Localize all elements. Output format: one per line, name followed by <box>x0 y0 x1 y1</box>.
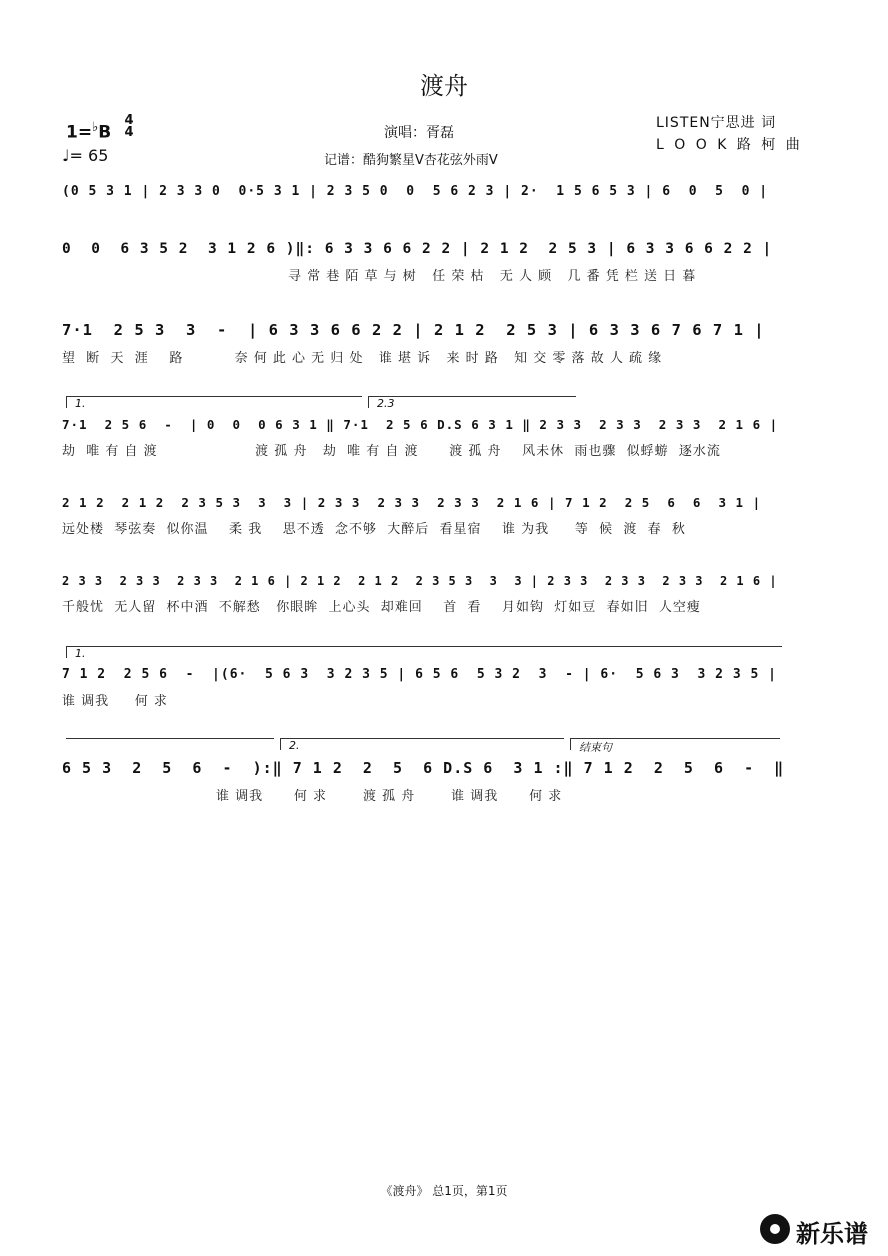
ending-bracket <box>570 738 780 754</box>
score-system-1 <box>62 184 784 199</box>
flat-sign: ♭ <box>92 120 99 135</box>
score-system-7 <box>62 667 784 709</box>
notation-line: 7·1 2 5 3 3 - | 6 3 3 6 6 2 2 | 2 1 2 2 5 3 | 6 3 3 6 7 6 7 1 | <box>62 321 765 339</box>
volta-label: 2. <box>280 738 564 750</box>
lyric-line: 望 断 天 涯 路 奈 何 此 心 无 归 处 谁 堪 诉 来 时 路 知 交 零 落 故 人 疏 缘 <box>62 351 663 366</box>
key-note: B <box>98 122 112 143</box>
time-bottom: 4 <box>124 125 134 140</box>
transcriber-credit: 记谱：酷狗繁星V杏花弦外雨V <box>324 153 498 168</box>
volta-bracket-1 <box>66 396 362 408</box>
lyric-line: 远处楼 琴弦奏 似你温 柔 我 思不透 念不够 大醉后 看星宿 谁 为我 等 候 渡 春 秋 <box>62 522 686 537</box>
notation-line: 7·1 2 5 6 - | 0 0 0 6 3 1 ‖ 7·1 2 5 6 D.S 6 3 1 ‖ 2 3 3 2 3 3 2 3 3 2 1 6 | <box>62 417 779 432</box>
vinyl-disc-icon <box>760 1214 790 1244</box>
volta-label: 2.3 <box>368 396 576 408</box>
lyricist-credit: LISTEN宁思进 词 <box>656 115 777 131</box>
lyric-line: 劫 唯 有 自 渡 渡 孤 舟 劫 唯 有 自 渡 渡 孤 舟 风未休 雨也骤 似蜉蝣 逐水流 <box>62 444 721 459</box>
volta-label: 1. <box>66 646 782 658</box>
score-system-6 <box>62 574 784 615</box>
volta-label: 1. <box>66 396 362 408</box>
volta-bracket-2-3 <box>368 396 576 408</box>
logo-text: 新乐谱 <box>796 1220 868 1248</box>
notation-line: 6 5 3 2 5 6 - ):‖ 7 1 2 2 5 6 D.S 6 3 1 :‖ 7 1 2 2 5 6 - ‖ <box>62 759 785 777</box>
score-system-8 <box>62 759 784 804</box>
score-system-5 <box>62 495 784 537</box>
volta-continuation <box>66 738 274 739</box>
ending-label: 结束句 <box>570 738 780 750</box>
singer-credit: 演唱：胥磊 <box>384 125 454 141</box>
song-title: 渡舟 <box>420 72 468 100</box>
notation-line: 7 1 2 2 5 6 - |(6· 5 6 3 3 2 3 5 | 6 5 6 5 3 2 3 - | 6· 5 6 3 3 2 3 5 | <box>62 667 777 682</box>
score-system-3 <box>62 321 784 366</box>
volta-bracket-1b <box>66 646 782 658</box>
notation-line: 2 3 3 2 3 3 2 3 3 2 1 6 | 2 1 2 2 1 2 2 3 5 3 3 3 | 2 3 3 2 3 3 2 3 3 2 1 6 | <box>62 574 778 588</box>
site-logo <box>760 1212 880 1248</box>
lyric-line: 寻 常 巷 陌 草 与 树 任 荣 枯 无 人 顾 几 番 凭 栏 送 日 暮 <box>288 269 697 284</box>
score-system-4 <box>62 417 784 459</box>
tempo: ♩= 65 <box>62 146 109 165</box>
notation-line: 2 1 2 2 1 2 2 3 5 3 3 3 | 2 3 3 2 3 3 2 3 3 2 1 6 | 7 1 2 2 5 6 6 3 1 | <box>62 495 762 510</box>
lyric-line: 千般忧 无人留 杯中酒 不解愁 你眼眸 上心头 却难回 首 看 月如钩 灯如豆 春如旧 人空瘦 <box>62 600 701 615</box>
score-system-2 <box>62 241 784 284</box>
composer-credit: L O O K 路 柯 曲 <box>656 137 803 153</box>
notation-line: (0 5 3 1 | 2 3 3 0 0·5 3 1 | 2 3 5 0 0 5 6 2 3 | 2· 1 5 6 5 3 | 6 0 5 0 | <box>62 184 769 199</box>
key-signature <box>66 120 111 143</box>
notation-line: 0 0 6 3 5 2 3 1 2 6 )‖: 6 3 3 6 6 2 2 | 2 1 2 2 5 3 | 6 3 3 6 6 2 2 | <box>62 241 773 257</box>
time-signature <box>122 115 136 139</box>
time-top: 4 <box>124 113 134 128</box>
volta-bracket-2 <box>280 738 564 750</box>
key-prefix: 1= <box>66 122 93 143</box>
lyric-line: 谁 调我 何 求 渡 孤 舟 谁 调我 何 求 <box>62 789 563 804</box>
page-footer: 《渡舟》 总1页，第1页 <box>380 1184 508 1198</box>
lyric-line: 谁 调我 何 求 <box>62 694 168 709</box>
